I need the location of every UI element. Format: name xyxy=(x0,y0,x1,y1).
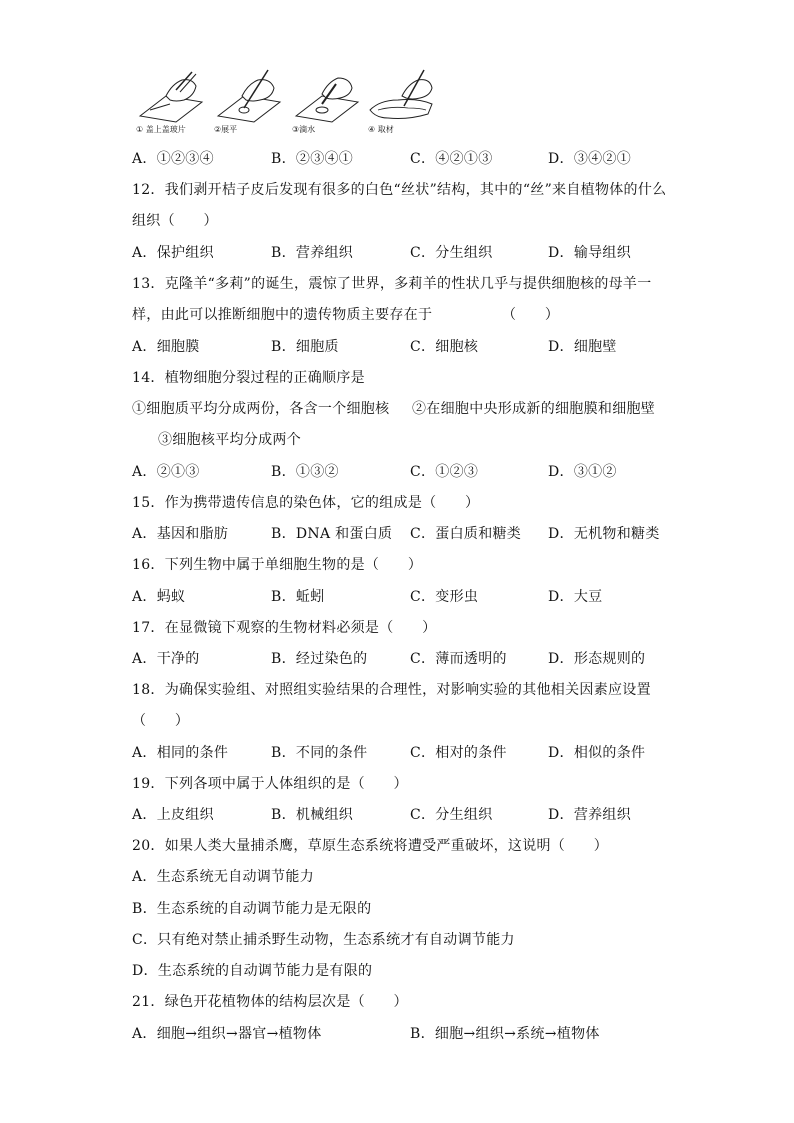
q12-option-a: A．保护组织 xyxy=(132,245,214,261)
q19-option-b: B．机械组织 xyxy=(271,807,354,823)
dropper-hand-icon xyxy=(292,66,362,124)
q16-stem: 16．下列生物中属于单细胞生物的是（ ） xyxy=(132,557,423,573)
q12-option-c: C．分生组织 xyxy=(410,245,493,261)
q18-option-c: C．相对的条件 xyxy=(410,745,507,761)
q16-option-c: C．变形虫 xyxy=(410,589,479,605)
procedure-figures xyxy=(136,66,436,140)
q13-option-c: C．细胞核 xyxy=(410,339,479,355)
flatten-needle-hand-icon xyxy=(214,66,284,124)
q17-option-b: B．经过染色的 xyxy=(271,651,368,667)
q19-option-d: D．营养组织 xyxy=(548,807,632,823)
q13-option-a: A．细胞膜 xyxy=(132,339,200,355)
q12-stem-line2: 组织（ ） xyxy=(132,213,218,229)
q18-option-d: D．相似的条件 xyxy=(548,745,646,761)
q21-stem: 21．绿色开花植物体的结构层次是（ ） xyxy=(132,994,408,1010)
q15-option-b: B．DNA 和蛋白质 xyxy=(271,526,393,542)
q13-option-d: D．细胞壁 xyxy=(548,339,617,355)
q11-option-b: B．②③④① xyxy=(271,151,354,167)
q20-stem: 20．如果人类大量捕杀鹰，草原生态系统将遭受严重破坏，这说明（ ） xyxy=(132,838,609,854)
q13-answer-blank: （ ） xyxy=(502,307,560,323)
q12-option-b: B．营养组织 xyxy=(271,245,354,261)
q19-option-c: C．分生组织 xyxy=(410,807,493,823)
q19-option-a: A．上皮组织 xyxy=(132,807,214,823)
q16-option-a: A．蚂蚁 xyxy=(132,589,186,605)
q11-option-d: D．③④②① xyxy=(548,151,632,167)
q11-option-a: A．①②③④ xyxy=(132,151,214,167)
q14-item-2: ②在细胞中央形成新的细胞膜和细胞壁 xyxy=(412,401,656,417)
figure-caption: ④ 取材 xyxy=(368,125,394,134)
q17-option-c: C．薄而透明的 xyxy=(410,651,507,667)
figure-take-material xyxy=(368,66,438,140)
q16-option-d: D．大豆 xyxy=(548,589,603,605)
figure-caption: ③滴水 xyxy=(292,125,316,134)
figure-caption: ②展平 xyxy=(214,125,238,134)
tweezers-hand-icon xyxy=(368,66,438,124)
q18-option-b: B．不同的条件 xyxy=(271,745,368,761)
q20-option-c: C．只有绝对禁止捕杀野生动物，生态系统才有自动调节能力 xyxy=(132,932,515,948)
q17-option-a: A．干净的 xyxy=(132,651,200,667)
q19-stem: 19．下列各项中属于人体组织的是（ ） xyxy=(132,776,408,792)
q21-option-a: A．细胞→组织→器官→植物体 xyxy=(132,1026,322,1042)
q20-option-a: A．生态系统无自动调节能力 xyxy=(132,869,315,885)
q14-option-c: C．①②③ xyxy=(410,464,479,480)
q15-stem: 15．作为携带遗传信息的染色体，它的组成是（ ） xyxy=(132,495,480,511)
figure-drop-water xyxy=(292,66,362,140)
q18-stem-line1: 18．为确保实验组、对照组实验结果的合理性，对影响实验的其他相关因素应设置 xyxy=(132,682,651,698)
q14-item-1: ①细胞质平均分成两份，各含一个细胞核 xyxy=(132,401,390,417)
q17-option-d: D．形态规则的 xyxy=(548,651,646,667)
q12-option-d: D．输导组织 xyxy=(548,245,632,261)
figure-cover-slip xyxy=(136,66,206,140)
q21-option-b: B．细胞→组织→系统→植物体 xyxy=(410,1026,600,1042)
q13-stem-line1: 13．克隆羊“多莉”的诞生，震惊了世界，多莉羊的性状几乎与提供细胞核的母羊一 xyxy=(132,276,652,292)
q18-stem-line2: （ ） xyxy=(132,713,190,729)
q14-stem: 14．植物细胞分裂过程的正确顺序是 xyxy=(132,370,365,386)
figure-caption: ① 盖上盖玻片 xyxy=(136,125,186,134)
q13-option-b: B．细胞质 xyxy=(271,339,339,355)
q15-option-a: A．基因和脂肪 xyxy=(132,526,229,542)
q14-item-3: ③细胞核平均分成两个 xyxy=(158,432,301,448)
q15-option-d: D．无机物和糖类 xyxy=(548,526,660,542)
q14-option-a: A．②①③ xyxy=(132,464,200,480)
q15-option-c: C．蛋白质和糖类 xyxy=(410,526,522,542)
q13-stem-line2: 样，由此可以推断细胞中的遗传物质主要存在于 xyxy=(132,307,433,323)
q14-option-d: D．③①② xyxy=(548,464,617,480)
q20-option-b: B．生态系统的自动调节能力是无限的 xyxy=(132,901,372,917)
q18-option-a: A．相同的条件 xyxy=(132,745,229,761)
q11-option-c: C．④②①③ xyxy=(410,151,493,167)
figure-flatten xyxy=(214,66,284,140)
q14-option-b: B．①③② xyxy=(271,464,339,480)
q17-stem: 17．在显微镜下观察的生物材料必须是（ ） xyxy=(132,620,437,636)
q12-stem-line1: 12．我们剥开桔子皮后发现有很多的白色“丝状”结构，其中的“丝”来自植物体的什么 xyxy=(132,182,667,198)
cover-slip-hand-icon xyxy=(136,66,206,124)
q16-option-b: B．蚯蚓 xyxy=(271,589,325,605)
q20-option-d: D．生态系统的自动调节能力是有限的 xyxy=(132,963,373,979)
